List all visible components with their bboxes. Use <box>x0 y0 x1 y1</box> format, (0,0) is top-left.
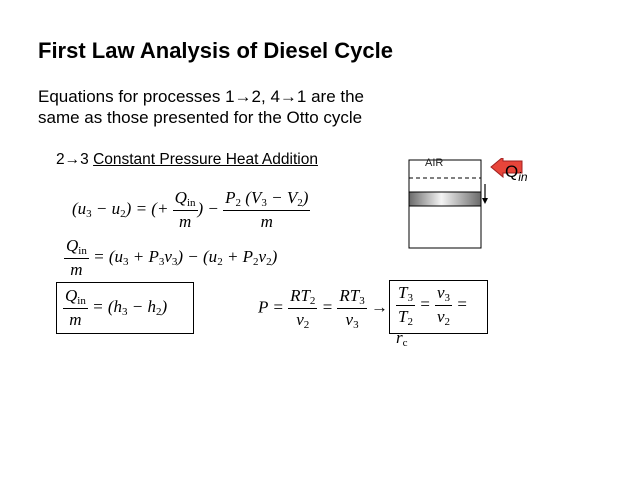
heat-per-mass-fraction: $\frac{Q_{in}}{m}$ <box>174 188 196 231</box>
heat-input-label: $Q_{in}$ <box>505 162 528 184</box>
intro-text <box>38 86 418 128</box>
process-heading <box>56 151 318 169</box>
enthalpy-expansion-equation: $\frac{Q_{in}}{m}$ = $(u_3 + P_3v_3) - (u_2 + P_2v_2)$ <box>66 236 278 279</box>
slide-title: First Law Analysis of Diesel Cycle <box>38 38 393 63</box>
cutoff-ratio-equation: P = $\frac{RT_2}{v_2}$ = $\frac{RT_3}{v_3}$ → <box>258 286 388 331</box>
intro-line-2: same as those presented for the Otto cycle <box>38 108 363 127</box>
boxed-heat-addition-equation: $\frac{Q_{in}}{m}$ = $(h_3 - h_2)$ <box>56 282 194 334</box>
cutoff-ratio-box: $\frac{T_3}{T_2}$ = $\frac{v_3}{v_2}$ = $r_c$ <box>389 280 488 334</box>
intro-line-1: Equations for processes 1→2, 4→1 are the <box>38 87 365 106</box>
piston-motion-arrowhead <box>482 198 488 204</box>
process-number: 2→3 <box>56 151 89 168</box>
piston <box>409 192 481 206</box>
air-label: AIR <box>425 157 444 169</box>
boundary-work-fraction: $\frac{P_2 (V_3 - V_2)}{m}$ <box>225 188 309 231</box>
energy-balance-equation: $(u_3 - u_2)$ = (+ $\frac{Q_{in}}{m}$ ) − $\frac{P_2 (V_3 - V_2)}{m}$ <box>72 188 309 231</box>
process-label: Constant Pressure Heat Addition <box>93 151 318 168</box>
